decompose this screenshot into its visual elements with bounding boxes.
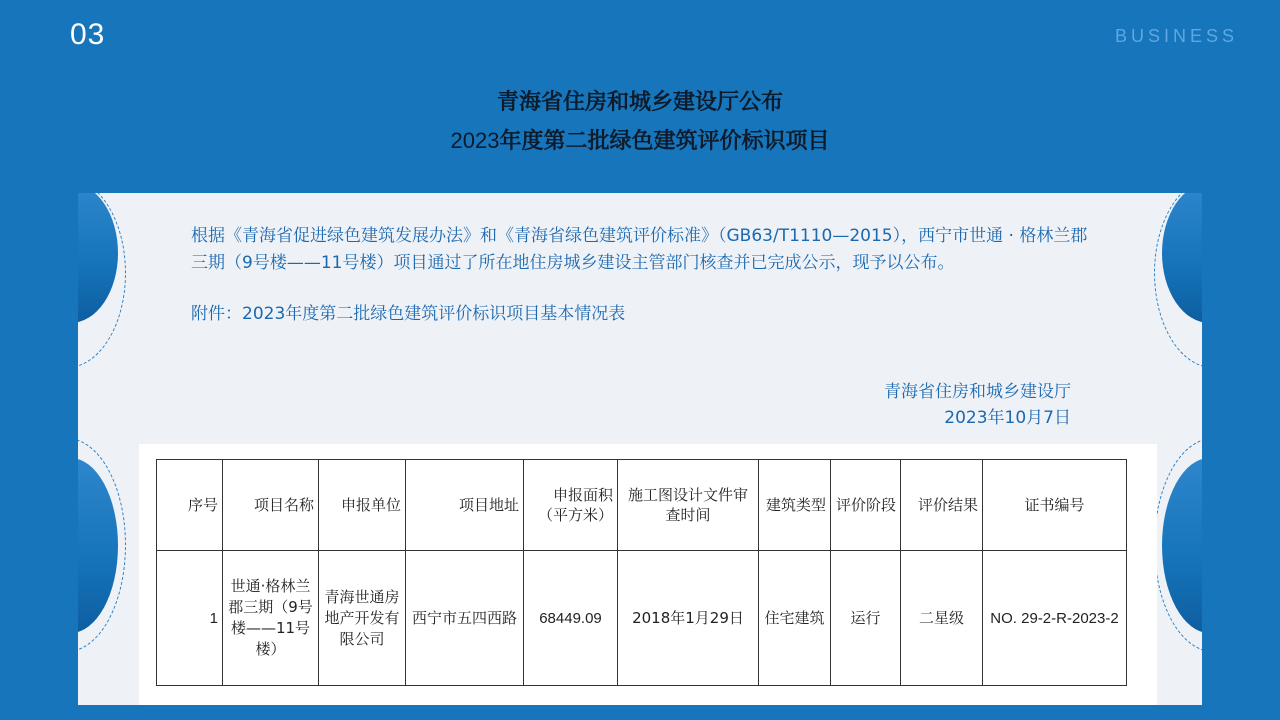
brand-label: BUSINESS xyxy=(1114,26,1238,46)
title-year: 2023 xyxy=(450,128,500,153)
cell-project-name: 世通·格林兰郡三期（9号楼——11号楼） xyxy=(223,551,319,686)
cell-building-type: 住宅建筑 xyxy=(759,551,831,686)
header-area: 申报面积（平方米） xyxy=(524,460,618,551)
slide-number: 03 xyxy=(70,18,106,51)
header-eval-stage: 评价阶段 xyxy=(831,460,901,551)
left-top-dashed-ring xyxy=(78,193,126,368)
header-seq: 序号 xyxy=(157,460,223,551)
title-line-2-text: 年度第二批绿色建筑评价标识项目 xyxy=(499,129,830,154)
header-project-name: 项目名称 xyxy=(223,460,319,551)
right-bottom-decoration xyxy=(1162,458,1202,633)
issue-date: 2023年10月7日 xyxy=(944,408,1071,428)
right-top-dashed-ring xyxy=(1154,193,1202,368)
signature-block xyxy=(884,379,1071,431)
cell-cert-no: NO. 29-2-R-2023-2 xyxy=(983,551,1127,686)
right-top-decoration xyxy=(1162,193,1202,323)
page-title xyxy=(0,84,1280,161)
project-table xyxy=(156,459,1127,686)
header-address: 项目地址 xyxy=(406,460,524,551)
attachment-table-image xyxy=(139,444,1157,705)
cell-applicant: 青海世通房地产开发有限公司 xyxy=(319,551,406,686)
left-bottom-decoration xyxy=(78,458,118,633)
header-eval-result: 评价结果 xyxy=(901,460,983,551)
cell-area: 68449.09 xyxy=(524,551,618,686)
notice-paragraph: 根据《青海省促进绿色建筑发展办法》和《青海省绿色建筑评价标准》（GB63/T1110—2015），西宁市世通 · 格林兰郡三期（9号楼——11号楼）项目通过了所在地住房城乡建设主管部门核查并已完成公示，现予以公布。 xyxy=(191,226,1088,273)
cell-address: 西宁市五四西路 xyxy=(406,551,524,686)
attachment-line: 附件：2023年度第二批绿色建筑评价标识项目基本情况表 xyxy=(191,304,626,324)
header-building-type: 建筑类型 xyxy=(759,460,831,551)
title-line-1: 青海省住房和城乡建设厅公布 xyxy=(496,90,783,115)
right-bottom-dashed-ring xyxy=(1154,438,1202,652)
header-review-time: 施工图设计文件审查时间 xyxy=(618,460,759,551)
left-top-decoration xyxy=(78,193,118,323)
title-line-2 xyxy=(0,122,1280,161)
cell-eval-stage: 运行 xyxy=(831,551,901,686)
cell-seq: 1 xyxy=(157,551,223,686)
table-row xyxy=(157,551,1127,686)
cell-eval-result: 二星级 xyxy=(901,551,983,686)
cell-review-time: 2018年1月29日 xyxy=(618,551,759,686)
table-header-row xyxy=(157,460,1127,551)
notice-text xyxy=(191,223,1091,328)
left-bottom-dashed-ring xyxy=(78,438,126,652)
header-cert-no: 证书编号 xyxy=(983,460,1127,551)
notice-card xyxy=(78,193,1202,705)
signer: 青海省住房和城乡建设厅 xyxy=(884,382,1071,402)
header-applicant: 申报单位 xyxy=(319,460,406,551)
